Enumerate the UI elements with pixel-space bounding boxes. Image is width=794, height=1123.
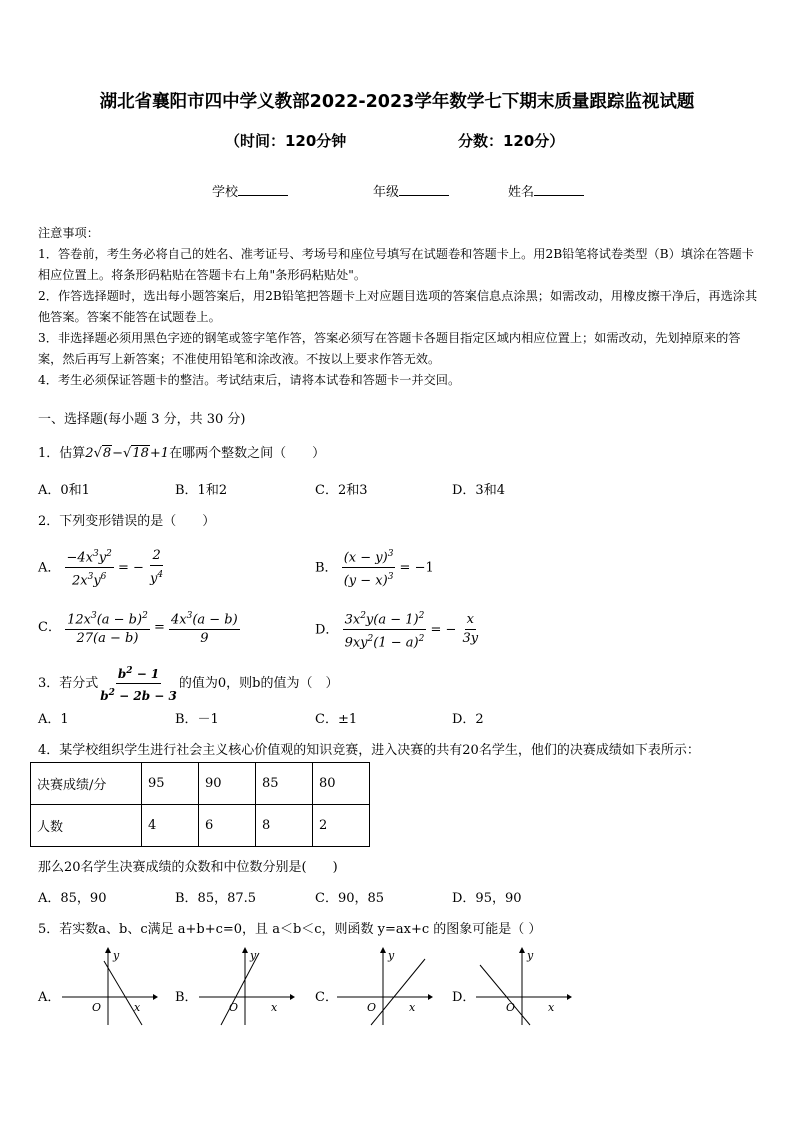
q5-label-d[interactable]: D． xyxy=(452,990,476,1005)
q2-option-d[interactable]: D． $\frac{3x^2y(a - 1)^2}{9xy^2(1 - a)^2}$ = − $\frac{x}{3y}$ xyxy=(315,607,480,653)
question-4: 4．某学校组织学生进行社会主义核心价值观的知识竞赛，进入决赛的共有20名学生，他们的决赛成绩如下表所示： xyxy=(38,743,700,758)
table-row xyxy=(31,805,370,847)
origin-label: O xyxy=(367,1001,377,1014)
table-cell: 90 xyxy=(199,763,256,805)
note-item: 1．答卷前，考生务必将自己的姓名、准考证号、考场号和座位号填写在试题卷和答题卡上。用2B铅笔将试卷类型（B）填涂在答题卡相应位置上。将条形码粘贴在答题卡右上角"条形码粘贴处"。 xyxy=(38,247,754,282)
q2-option-b[interactable]: B． $\frac{(x - y)^3}{(y - x)^3}$ = −1 xyxy=(315,545,434,591)
table-cell: 人数 xyxy=(31,805,142,847)
q5-label-a[interactable]: A． xyxy=(38,990,61,1005)
formula: $\frac{4x^3(a - b)}{9}$ xyxy=(169,607,240,648)
formula: $\frac{b^2 - 1}{b^2 - 2b - 3}$ xyxy=(98,662,179,705)
q2-label-a: A． xyxy=(38,560,61,576)
q4-follow: 那么20名学生决赛成绩的众数和中位数分别是( ) xyxy=(38,860,338,875)
axis-x-label: x xyxy=(409,1001,416,1014)
question-2: 2．下列变形错误的是（ ） xyxy=(38,514,216,529)
exam-time: （时间：120分钟 xyxy=(225,132,347,150)
q4-option-c[interactable]: C．90，85 xyxy=(315,891,385,906)
table-cell: 6 xyxy=(199,805,256,847)
q1-option-b[interactable]: B．1和2 xyxy=(175,483,228,498)
note-item: 4．考生必须保证答题卡的整洁。考试结束后，请将本试卷和答题卡一并交回。 xyxy=(38,373,461,387)
question-3 xyxy=(38,662,338,705)
q4-option-b[interactable]: B．85，87.5 xyxy=(175,891,257,906)
q1-suffix: 在哪两个整数之间（ ） xyxy=(169,446,326,461)
q2-option-c[interactable]: C． $\frac{12x^3(a - b)^2}{27(a - b)}$ = $\frac{4x^3(a - b)}{9}$ xyxy=(38,607,240,648)
origin-label: O xyxy=(229,1001,239,1014)
grade-label: 年级 xyxy=(373,185,400,200)
q1-option-a[interactable]: A．0和1 xyxy=(38,483,90,498)
axis-y-label: y xyxy=(250,949,257,962)
note-item: 3．非选择题必须用黑色字迹的钢笔或签字笔作答，答案必须写在答题卡各题目指定区域内相应位置上；如需改动，先划掉原来的答案，然后再写上新答案；不准使用铅笔和涂改液。不按以上要求作答无效。 xyxy=(38,331,741,366)
q1-expression: 2√8−√18+1 xyxy=(85,446,170,461)
axis-x-label: x xyxy=(134,1001,141,1014)
q3-prefix: 3．若分式 xyxy=(38,676,99,691)
q3-option-c[interactable]: C．±1 xyxy=(315,712,358,727)
notes-block xyxy=(38,223,760,391)
name-field[interactable] xyxy=(508,181,584,200)
q2-label-c: C． xyxy=(38,620,61,636)
q5-graph-d[interactable] xyxy=(472,945,572,1027)
table-cell: 95 xyxy=(142,763,199,805)
axis-x-label: x xyxy=(548,1001,555,1014)
note-item: 2．作答选择题时，选出每小题答案后，用2B铅笔把答题卡上对应题目选项的答案信息点涂黑；如需改动，用橡皮擦干净后，再选涂其他答案。答案不能答在试题卷上。 xyxy=(38,289,758,324)
q1-option-c[interactable]: C．2和3 xyxy=(315,483,368,498)
page-title: 湖北省襄阳市四中学义教部2022-2023学年数学七下期末质量跟踪监视试题 xyxy=(99,92,695,112)
q5-graph-b[interactable] xyxy=(195,945,295,1027)
q5-label-c[interactable]: C． xyxy=(315,990,338,1005)
formula: $\frac{3x^2y(a - 1)^2}{9xy^2(1 - a)^2}$ xyxy=(343,607,427,653)
q2-label-b: B． xyxy=(315,560,338,576)
school-label: 学校 xyxy=(212,185,239,200)
q3-option-b[interactable]: B．－1 xyxy=(175,712,219,727)
formula: $\frac{-4x^3y^2}{2x^3y^6}$ xyxy=(65,545,114,591)
origin-label: O xyxy=(506,1001,516,1014)
axis-y-label: y xyxy=(388,949,395,962)
table-cell: 85 xyxy=(256,763,313,805)
formula: $\frac{(x - y)^3}{(y - x)^3}$ xyxy=(342,545,396,591)
q3-option-a[interactable]: A．1 xyxy=(38,712,69,727)
axis-x-label: x xyxy=(271,1001,278,1014)
q2-label-d: D． xyxy=(315,622,339,638)
formula: $\frac{x}{3y}$ xyxy=(462,612,479,647)
q1-prefix: 1．估算 xyxy=(38,446,86,461)
name-label: 姓名 xyxy=(508,185,535,200)
table-cell: 80 xyxy=(313,763,370,805)
q4-option-d[interactable]: D．95，90 xyxy=(452,891,522,906)
school-field[interactable] xyxy=(212,181,288,200)
q4-option-a[interactable]: A．85，90 xyxy=(38,891,107,906)
question-1 xyxy=(38,442,325,461)
score-table xyxy=(30,762,370,847)
origin-label: O xyxy=(92,1001,102,1014)
q5-label-b[interactable]: B． xyxy=(175,990,198,1005)
q2-option-a[interactable]: A． $\frac{-4x^3y^2}{2x^3y^6}$ = − $\frac{2}{y^4}$ xyxy=(38,545,165,591)
q3-suffix: 的值为0，则b的值为（ ） xyxy=(178,676,339,691)
axis-y-label: y xyxy=(527,949,534,962)
formula: $\frac{12x^3(a - b)^2}{27(a - b)}$ xyxy=(65,607,150,648)
q5-graph-a[interactable] xyxy=(58,945,158,1027)
exam-score: 分数：120分） xyxy=(458,132,565,150)
table-cell: 2 xyxy=(313,805,370,847)
table-cell: 8 xyxy=(256,805,313,847)
table-row xyxy=(31,763,370,805)
q3-option-d[interactable]: D．2 xyxy=(452,712,484,727)
grade-field[interactable] xyxy=(373,181,449,200)
q1-option-d[interactable]: D．3和4 xyxy=(452,483,505,498)
question-5: 5．若实数a、b、c满足 a+b+c=0，且 a＜b＜c，则函数 y=ax+c 的图象可能是（ ） xyxy=(38,922,542,937)
formula: $\frac{2}{y^4}$ xyxy=(150,548,164,587)
q5-graph-c[interactable] xyxy=(333,945,433,1027)
table-cell: 决赛成绩/分 xyxy=(31,763,142,805)
notes-heading: 注意事项： xyxy=(38,226,99,240)
section-heading: 一、选择题(每小题 3 分，共 30 分) xyxy=(38,412,246,427)
table-cell: 4 xyxy=(142,805,199,847)
axis-y-label: y xyxy=(113,949,120,962)
